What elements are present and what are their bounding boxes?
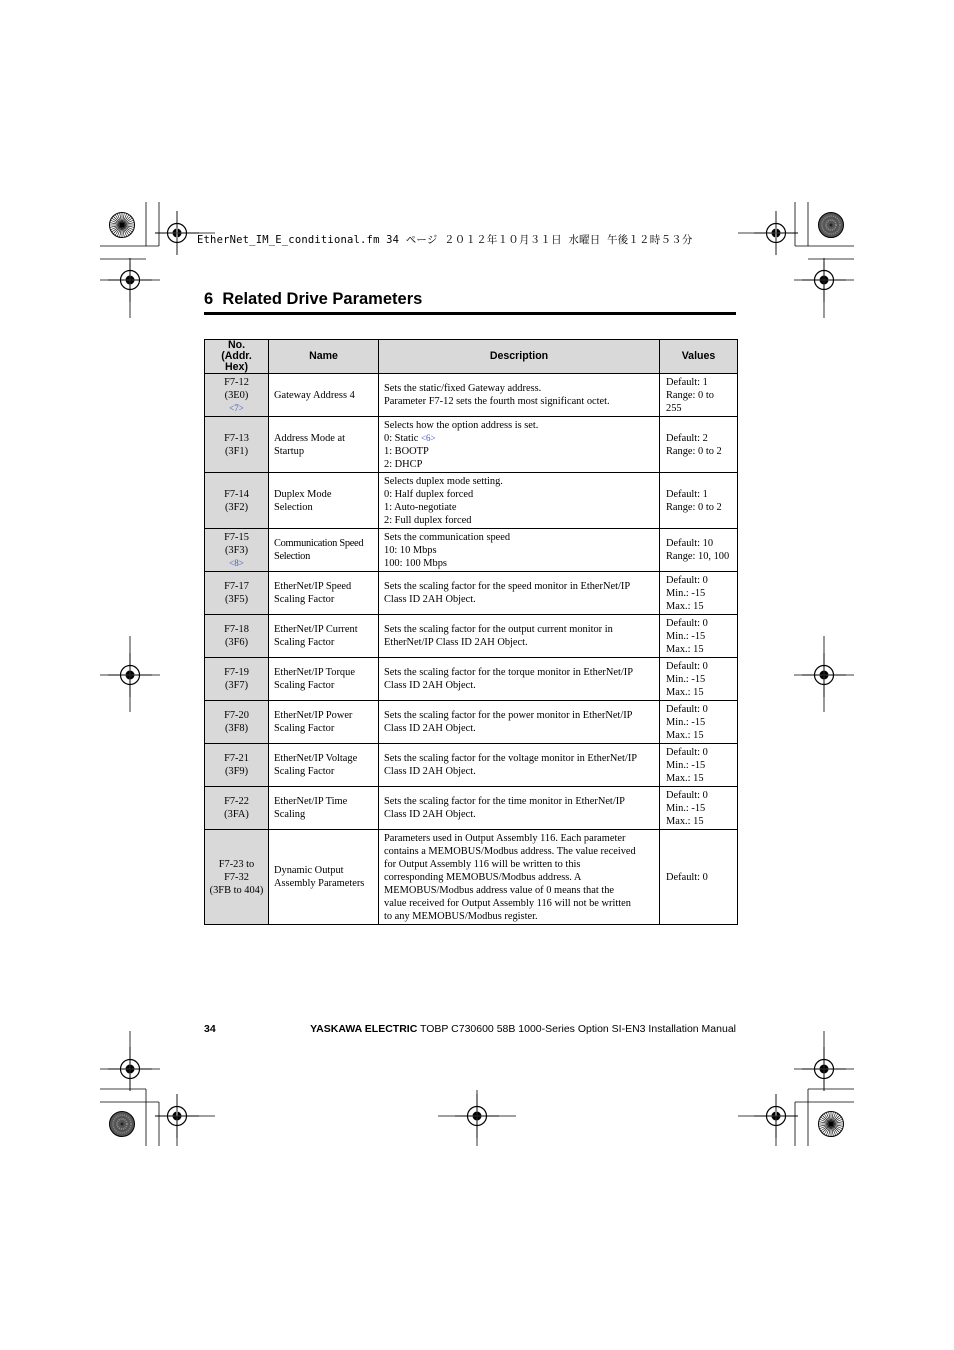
page-number: 34 [204,1023,216,1035]
param-no: F7-14 (3F2) [205,473,269,529]
section-number: 6 [204,290,214,308]
table-row [205,701,738,744]
param-description: Sets the scaling factor for the output current monitor in EtherNet/IP Class ID 2AH Object. [379,615,660,658]
ref-link[interactable]: <7> [229,402,244,413]
table-row [205,830,738,925]
table-row [205,787,738,830]
param-name: EtherNet/IP Current Scaling Factor [269,615,379,658]
param-values: Default: 0 Min.: -15 Max.: 15 [660,615,738,658]
footer-brand: YASKAWA ELECTRIC [310,1023,418,1035]
param-name: EtherNet/IP Speed Scaling Factor [269,572,379,615]
param-no: F7-17 (3F5) [205,572,269,615]
param-name: Address Mode at Startup [269,417,379,473]
header-name: Name [269,340,379,374]
param-no: F7-15 (3F3) <8> [205,529,269,572]
section-title [204,290,422,309]
param-name: Duplex Mode Selection [269,473,379,529]
table-row [205,374,738,417]
table-row [205,473,738,529]
table-row [205,417,738,473]
param-name: EtherNet/IP Voltage Scaling Factor [269,744,379,787]
param-name: EtherNet/IP Torque Scaling Factor [269,658,379,701]
table-row [205,744,738,787]
param-name: Dynamic Output Assembly Parameters [269,830,379,925]
param-values: Default: 10 Range: 10, 100 [660,529,738,572]
section-title-text: Related Drive Parameters [222,290,423,308]
header-values: Values [660,340,738,374]
param-description: Sets the static/fixed Gateway address. Parameter F7-12 sets the fourth most significant octet. [379,374,660,417]
param-no: F7-21 (3F9) [205,744,269,787]
header-description: Description [379,340,660,374]
param-name: EtherNet/IP Time Scaling [269,787,379,830]
param-description: Selects how the option address is set. 0: Static <6> 1: BOOTP 2: DHCP [379,417,660,473]
table-row [205,658,738,701]
parameters-table [204,339,738,925]
ref-link[interactable]: <6> [420,432,436,443]
param-description: Selects duplex mode setting. 0: Half duplex forced 1: Auto-negotiate 2: Full duplex forced [379,473,660,529]
header-no: No. (Addr. Hex) [205,340,269,374]
param-no: F7-19 (3F7) [205,658,269,701]
param-values: Default: 0 Min.: -15 Max.: 15 [660,572,738,615]
param-values: Default: 1 Range: 0 to 2 [660,473,738,529]
param-description: Sets the scaling factor for the speed monitor in EtherNet/IP Class ID 2AH Object. [379,572,660,615]
param-name: Gateway Address 4 [269,374,379,417]
param-description: Parameters used in Output Assembly 116. Each parameter contains a MEMOBUS/Modbus address. The value received for Output Assembly 116 will be written to this corresponding MEMOBUS/Modbus address. A MEMOBUS/Modbus address value of 0 means that the value received for Output Assembly 116 will not be written to any MEMOBUS/Modbus register. [379,830,660,925]
param-values: Default: 0 Min.: -15 Max.: 15 [660,744,738,787]
param-values: Default: 0 [660,830,738,925]
param-values: Default: 0 Min.: -15 Max.: 15 [660,658,738,701]
print-header: EtherNet_IM_E_conditional.fm 34 ページ ２０１２年１０月３１日 水曜日 午後１２時５３分 [197,234,693,246]
param-description: Sets the scaling factor for the torque monitor in EtherNet/IP Class ID 2AH Object. [379,658,660,701]
param-description: Sets the communication speed 10: 10 Mbps 100: 100 Mbps [379,529,660,572]
param-description: Sets the scaling factor for the time monitor in EtherNet/IP Class ID 2AH Object. [379,787,660,830]
param-values: Default: 2 Range: 0 to 2 [660,417,738,473]
param-no: F7-12 (3E0) <7> [205,374,269,417]
param-name: EtherNet/IP Power Scaling Factor [269,701,379,744]
param-no: F7-20 (3F8) [205,701,269,744]
param-no: F7-23 to F7-32 (3FB to 404) [205,830,269,925]
param-description: Sets the scaling factor for the voltage monitor in EtherNet/IP Class ID 2AH Object. [379,744,660,787]
param-no: F7-18 (3F6) [205,615,269,658]
title-rule [204,312,736,315]
ref-link[interactable]: <8> [229,557,244,568]
table-row [205,572,738,615]
table-row [205,529,738,572]
param-values: Default: 0 Min.: -15 Max.: 15 [660,787,738,830]
param-values: Default: 0 Min.: -15 Max.: 15 [660,701,738,744]
param-no: F7-13 (3F1) [205,417,269,473]
param-description: Sets the scaling factor for the power monitor in EtherNet/IP Class ID 2AH Object. [379,701,660,744]
table-row [205,615,738,658]
param-no: F7-22 (3FA) [205,787,269,830]
footer-doc-title [310,1023,736,1035]
param-name: Communication Speed Selection [269,529,379,572]
footer-title-text: TOBP C730600 58B 1000-Series Option SI-EN3 Installation Manual [417,1023,736,1035]
table-header-row [205,340,738,374]
param-values: Default: 1 Range: 0 to 255 [660,374,738,417]
